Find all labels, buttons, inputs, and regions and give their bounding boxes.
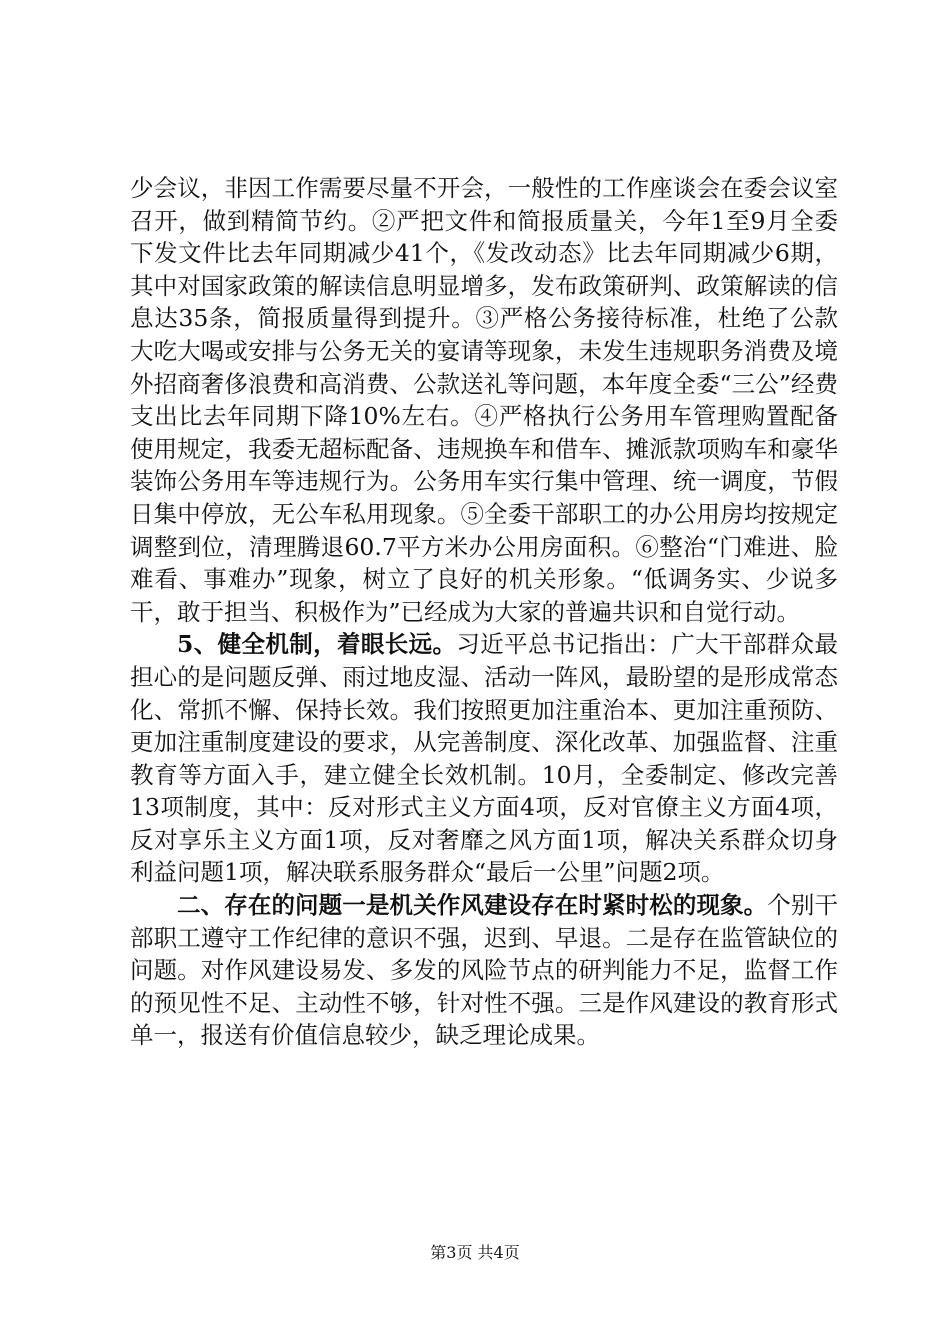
- paragraph-mechanism: [130, 628, 838, 889]
- paragraph-problems-text: 个别干部职工遵守工作纪律的意识不强，迟到、早退。二是存在监管缺位的问题。对作风建设易发、多发的风险节点的研判能力不足，监督工作的预见性不足、主动性不够，针对性不强。三是作风建设的教育形式单一，报送有价值信息较少，缺乏理论成果。: [130, 891, 839, 1050]
- paragraph-measures: 少会议，非因工作需要尽量不开会，一般性的工作座谈会在委会议室召开，做到精简节约。②严把文件和简报质量关，今年1至9月全委下发文件比去年同期减少41个，《发改动态》比去年同期减少6期，其中对国家政策的解读信息明显增多，发布政策研判、政策解读的信息达35条，简报质量得到提升。③严格公务接待标准，杜绝了公款大吃大喝或安排与公务无关的宴请等现象，未发生违规职务消费及境外招商奢侈浪费和高消费、公款送礼等问题，本年度全委“三公”经费支出比去年同期下降10%左右。④严格执行公务用车管理购置配备使用规定，我委无超标配备、违规换车和借车、摊派款项购车和豪华装饰公务用车等违规行为。公务用车实行集中管理、统一调度，节假日集中停放，无公车私用现象。⑤全委干部职工的办公用房均按规定调整到位，清理腾退60.7平方米办公用房面积。⑥整治“门难进、脸难看、事难办”现象，树立了良好的机关形象。“低调务实、少说多干，敢于担当、积极作为”已经成为大家的普遍共识和自觉行动。: [130, 174, 838, 626]
- page-number: 第3页 共4页: [430, 1243, 520, 1262]
- document-body: [130, 172, 838, 1052]
- paragraph-problems: [130, 889, 838, 1052]
- paragraph-mechanism-text: 习近平总书记指出：广大干部群众最担心的是问题反弹、雨过地皮湿、活动一阵风，最盼望的是形成常态化、常抓不懈、保持长效。我们按照更加注重治本、更加注重预防、更加注重制度建设的要求，从完善制度、深化改革、加强监督、注重教育等方面入手，建立健全长效机制。10月，全委制定、修改完善13项制度，其中：反对形式主义方面4项，反对官僚主义方面4项，反对享乐主义方面1项，反对奢靡之风方面1项，解决关系群众切身利益问题1项，解决联系服务群众“最后一公里”问题2项。: [130, 630, 838, 887]
- section-heading-mechanism: 5、健全机制，着眼长远。: [177, 630, 457, 659]
- page-footer: [0, 1243, 950, 1263]
- section-heading-problems: 二、存在的问题一是机关作风建设存在时紧时松的现象。: [177, 891, 768, 920]
